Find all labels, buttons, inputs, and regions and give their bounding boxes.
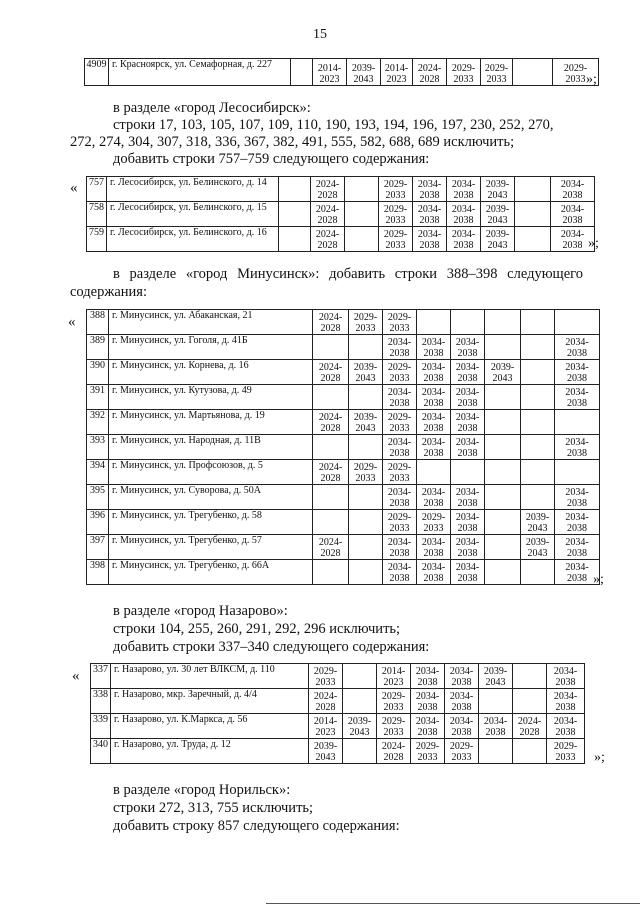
norilsk-heading: в разделе «город Норильск»:: [113, 782, 291, 798]
address-cell: г. Минусинск, ул. Корнева, д. 16: [109, 360, 313, 385]
year-range-cell: 2034- 2038: [383, 560, 417, 585]
year-range-cell: 2029- 2033: [547, 739, 585, 764]
row-number: 395: [87, 485, 109, 510]
year-range-cell: [485, 510, 521, 535]
year-range-cell: 2029- 2033: [309, 664, 343, 689]
row-number: 389: [87, 335, 109, 360]
year-range-cell: 2029- 2033: [349, 460, 383, 485]
year-range-cell: 2034- 2038: [417, 435, 451, 460]
closing-quote: »;: [593, 572, 604, 587]
table-row: [87, 310, 600, 335]
year-range-cell: 2029- 2033: [383, 360, 417, 385]
table-row: [87, 335, 600, 360]
address-cell: г. Лесосибирск, ул. Белинского, д. 15: [107, 202, 279, 227]
year-range-cell: 2034- 2038: [447, 227, 481, 252]
year-range-cell: 2034- 2038: [555, 435, 600, 460]
year-range-cell: 2024- 2028: [311, 227, 345, 252]
address-cell: г. Минусинск, ул. Кутузова, д. 49: [109, 385, 313, 410]
year-range-cell: 2014- 2023: [377, 664, 411, 689]
year-range-cell: 2039- 2043: [481, 177, 515, 202]
year-range-cell: 2034- 2038: [413, 177, 447, 202]
year-range-cell: [555, 460, 600, 485]
table-nazarovo: [90, 663, 585, 764]
year-range-cell: [515, 202, 551, 227]
year-range-cell: [343, 739, 377, 764]
year-range-cell: [279, 202, 311, 227]
year-range-cell: 2034- 2038: [445, 714, 479, 739]
year-range-cell: 2029- 2033: [379, 202, 413, 227]
address-cell: г. Красноярск, ул. Семафорная, д. 227: [109, 59, 291, 86]
year-range-cell: 2034- 2038: [445, 664, 479, 689]
year-range-cell: [513, 664, 547, 689]
year-range-cell: [291, 59, 313, 86]
address-cell: г. Минусинск, ул. Трегубенко, д. 58: [109, 510, 313, 535]
year-range-cell: 2034- 2038: [551, 177, 595, 202]
year-range-cell: [343, 689, 377, 714]
year-range-cell: 2024- 2028: [377, 739, 411, 764]
year-range-cell: [345, 177, 379, 202]
year-range-cell: 2014- 2023: [313, 59, 347, 86]
year-range-cell: [349, 560, 383, 585]
year-range-cell: 2034- 2038: [555, 335, 600, 360]
year-range-cell: [555, 310, 600, 335]
year-range-cell: 2034- 2038: [413, 202, 447, 227]
year-range-cell: 2029- 2033: [481, 59, 513, 86]
year-range-cell: 2034- 2038: [411, 714, 445, 739]
year-range-cell: 2024- 2028: [413, 59, 447, 86]
year-range-cell: 2034- 2038: [447, 202, 481, 227]
nazarovo-heading: в разделе «город Назарово»:: [113, 603, 288, 619]
year-range-cell: 2024- 2028: [313, 535, 349, 560]
year-range-cell: 2014- 2023: [309, 714, 343, 739]
year-range-cell: 2034- 2038: [417, 485, 451, 510]
year-range-cell: [349, 485, 383, 510]
year-range-cell: [479, 689, 513, 714]
year-range-cell: 2039- 2043: [347, 59, 381, 86]
page-bottom-rule: [266, 903, 640, 904]
year-range-cell: [313, 485, 349, 510]
year-range-cell: 2034- 2038: [451, 435, 485, 460]
year-range-cell: 2034- 2038: [547, 664, 585, 689]
address-cell: г. Минусинск, ул. Абаканская, 21: [109, 310, 313, 335]
year-range-cell: [343, 664, 377, 689]
nazarovo-add-line: добавить строки 337–340 следующего содержания:: [113, 639, 430, 655]
year-range-cell: 2034- 2038: [451, 510, 485, 535]
address-cell: г. Назарово, мкр. Заречный, д. 4/4: [111, 689, 309, 714]
year-range-cell: 2034- 2038: [555, 560, 600, 585]
lesosibirsk-remove-line1: строки 17, 103, 105, 107, 109, 110, 190, 193, 194, 196, 197, 230, 252, 270,: [113, 117, 554, 133]
year-range-cell: 2029- 2033: [379, 177, 413, 202]
closing-quote: »;: [594, 750, 605, 765]
year-range-cell: 2034- 2038: [555, 385, 600, 410]
year-range-cell: [521, 385, 555, 410]
year-range-cell: [521, 435, 555, 460]
year-range-cell: 2034- 2038: [451, 410, 485, 435]
year-range-cell: [521, 335, 555, 360]
year-range-cell: 2034- 2038: [451, 360, 485, 385]
year-range-cell: 2029- 2033: [417, 510, 451, 535]
minusinsk-heading-line2: содержания:: [70, 284, 148, 300]
year-range-cell: [513, 59, 553, 86]
address-cell: г. Минусинск, ул. Суворова, д. 50А: [109, 485, 313, 510]
year-range-cell: 2034- 2038: [451, 560, 485, 585]
year-range-cell: 2039- 2043: [521, 510, 555, 535]
row-number: 388: [87, 310, 109, 335]
table-row: [87, 202, 595, 227]
address-cell: г. Лесосибирск, ул. Белинского, д. 16: [107, 227, 279, 252]
year-range-cell: 2029- 2033: [383, 410, 417, 435]
table-lesosibirsk: [86, 176, 595, 252]
row-number: 391: [87, 385, 109, 410]
year-range-cell: [513, 689, 547, 714]
year-range-cell: 2029- 2033: [383, 510, 417, 535]
year-range-cell: [349, 335, 383, 360]
year-range-cell: 2034- 2038: [551, 227, 595, 252]
year-range-cell: 2039- 2043: [481, 227, 515, 252]
table-row: [85, 59, 599, 86]
year-range-cell: [451, 460, 485, 485]
year-range-cell: 2024- 2028: [513, 714, 547, 739]
year-range-cell: 2034- 2038: [447, 177, 481, 202]
year-range-cell: [485, 435, 521, 460]
row-number: 339: [91, 714, 111, 739]
year-range-cell: 2034- 2038: [551, 202, 595, 227]
year-range-cell: 2034- 2038: [547, 689, 585, 714]
year-range-cell: 2034- 2038: [383, 485, 417, 510]
year-range-cell: 2029- 2033: [379, 227, 413, 252]
lesosibirsk-remove-line2: 272, 274, 304, 307, 318, 336, 367, 382, 491, 555, 582, 688, 689 исключить;: [70, 134, 515, 150]
year-range-cell: [279, 227, 311, 252]
year-range-cell: 2024- 2028: [311, 177, 345, 202]
year-range-cell: 2034- 2038: [547, 714, 585, 739]
year-range-cell: 2039- 2043: [349, 360, 383, 385]
year-range-cell: 2034- 2038: [451, 335, 485, 360]
year-range-cell: 2029- 2033: [445, 739, 479, 764]
year-range-cell: 2039- 2043: [343, 714, 377, 739]
closing-quote: »;: [588, 236, 599, 251]
row-number: 398: [87, 560, 109, 585]
year-range-cell: 2034- 2038: [555, 485, 600, 510]
table-row: [91, 714, 585, 739]
row-number: 758: [87, 202, 107, 227]
table-row: [87, 510, 600, 535]
table-minusinsk: [86, 309, 600, 585]
year-range-cell: [479, 739, 513, 764]
year-range-cell: 2029- 2033: [377, 689, 411, 714]
year-range-cell: 2039- 2043: [521, 535, 555, 560]
year-range-cell: 2034- 2038: [417, 535, 451, 560]
year-range-cell: 2034- 2038: [555, 510, 600, 535]
table-row: [87, 560, 600, 585]
year-range-cell: [417, 310, 451, 335]
row-number: 394: [87, 460, 109, 485]
year-range-cell: [485, 310, 521, 335]
year-range-cell: 2039- 2043: [349, 410, 383, 435]
year-range-cell: 2034- 2038: [417, 335, 451, 360]
year-range-cell: [349, 385, 383, 410]
year-range-cell: 2029- 2033: [553, 59, 599, 86]
norilsk-add-line: добавить строку 857 следующего содержания:: [113, 818, 400, 834]
year-range-cell: [313, 385, 349, 410]
year-range-cell: [279, 177, 311, 202]
year-range-cell: 2034- 2038: [411, 664, 445, 689]
address-cell: г. Назарово, ул. 30 лет ВЛКСМ, д. 110: [111, 664, 309, 689]
table-row: [91, 689, 585, 714]
row-number: 4909: [85, 59, 109, 86]
year-range-cell: 2029- 2033: [447, 59, 481, 86]
year-range-cell: 2034- 2038: [383, 335, 417, 360]
year-range-cell: [417, 460, 451, 485]
table-row: [87, 460, 600, 485]
norilsk-remove-line: строки 272, 313, 755 исключить;: [113, 800, 314, 816]
address-cell: г. Лесосибирск, ул. Белинского, д. 14: [107, 177, 279, 202]
year-range-cell: [521, 360, 555, 385]
year-range-cell: [485, 485, 521, 510]
year-range-cell: [451, 310, 485, 335]
year-range-cell: 2014- 2023: [381, 59, 413, 86]
row-number: 390: [87, 360, 109, 385]
table-row: [87, 435, 600, 460]
table-row: [87, 360, 600, 385]
table-row: [87, 385, 600, 410]
address-cell: г. Минусинск, ул. Мартьянова, д. 19: [109, 410, 313, 435]
year-range-cell: 2034- 2038: [417, 385, 451, 410]
address-cell: г. Назарово, ул. К.Маркса, д. 56: [111, 714, 309, 739]
year-range-cell: 2029- 2033: [411, 739, 445, 764]
year-range-cell: [485, 535, 521, 560]
year-range-cell: 2034- 2038: [383, 535, 417, 560]
year-range-cell: [521, 560, 555, 585]
table-row: [87, 227, 595, 252]
year-range-cell: [349, 510, 383, 535]
year-range-cell: 2029- 2033: [383, 310, 417, 335]
row-number: 396: [87, 510, 109, 535]
year-range-cell: 2034- 2038: [555, 360, 600, 385]
year-range-cell: 2024- 2028: [311, 202, 345, 227]
year-range-cell: [313, 335, 349, 360]
year-range-cell: [485, 385, 521, 410]
year-range-cell: [485, 560, 521, 585]
year-range-cell: 2024- 2028: [313, 410, 349, 435]
year-range-cell: [515, 227, 551, 252]
year-range-cell: 2024- 2028: [309, 689, 343, 714]
year-range-cell: 2034- 2038: [383, 385, 417, 410]
year-range-cell: 2034- 2038: [451, 385, 485, 410]
year-range-cell: [313, 435, 349, 460]
row-number: 757: [87, 177, 107, 202]
address-cell: г. Минусинск, ул. Народная, д. 11В: [109, 435, 313, 460]
table-row: [87, 410, 600, 435]
year-range-cell: 2034- 2038: [451, 535, 485, 560]
nazarovo-remove-line: строки 104, 255, 260, 291, 292, 296 исключить;: [113, 621, 401, 637]
year-range-cell: 2034- 2038: [383, 435, 417, 460]
year-range-cell: 2034- 2038: [413, 227, 447, 252]
year-range-cell: 2034- 2038: [417, 360, 451, 385]
year-range-cell: [485, 335, 521, 360]
year-range-cell: [349, 435, 383, 460]
closing-quote: »;: [586, 72, 597, 87]
year-range-cell: 2029- 2033: [377, 714, 411, 739]
row-number: 397: [87, 535, 109, 560]
row-number: 338: [91, 689, 111, 714]
table-row: [87, 177, 595, 202]
year-range-cell: 2034- 2038: [411, 689, 445, 714]
year-range-cell: [521, 410, 555, 435]
opening-quote: «: [68, 314, 76, 330]
year-range-cell: 2039- 2043: [309, 739, 343, 764]
table-krasnoyarsk: [84, 58, 599, 86]
year-range-cell: [521, 310, 555, 335]
lesosibirsk-heading: в разделе «город Лесосибирск»:: [113, 100, 311, 116]
year-range-cell: 2039- 2043: [479, 664, 513, 689]
year-range-cell: 2029- 2033: [383, 460, 417, 485]
year-range-cell: 2034- 2038: [451, 485, 485, 510]
row-number: 337: [91, 664, 111, 689]
row-number: 393: [87, 435, 109, 460]
year-range-cell: [485, 460, 521, 485]
year-range-cell: [313, 510, 349, 535]
year-range-cell: 2039- 2043: [481, 202, 515, 227]
row-number: 759: [87, 227, 107, 252]
year-range-cell: 2034- 2038: [479, 714, 513, 739]
year-range-cell: 2024- 2028: [313, 310, 349, 335]
year-range-cell: 2034- 2038: [445, 689, 479, 714]
year-range-cell: [521, 460, 555, 485]
year-range-cell: 2024- 2028: [313, 460, 349, 485]
year-range-cell: [555, 410, 600, 435]
year-range-cell: 2039- 2043: [485, 360, 521, 385]
table-row: [87, 485, 600, 510]
year-range-cell: 2034- 2038: [417, 560, 451, 585]
table-row: [91, 664, 585, 689]
address-cell: г. Минусинск, ул. Профсоюзов, д. 5: [109, 460, 313, 485]
year-range-cell: 2034- 2038: [555, 535, 600, 560]
year-range-cell: [521, 485, 555, 510]
address-cell: г. Минусинск, ул. Трегубенко, д. 57: [109, 535, 313, 560]
page-number: 15: [313, 27, 327, 42]
year-range-cell: [313, 560, 349, 585]
year-range-cell: [345, 202, 379, 227]
year-range-cell: [345, 227, 379, 252]
address-cell: г. Назарово, ул. Труда, д. 12: [111, 739, 309, 764]
year-range-cell: 2029- 2033: [349, 310, 383, 335]
opening-quote: «: [70, 180, 78, 196]
row-number: 340: [91, 739, 111, 764]
year-range-cell: 2034- 2038: [417, 410, 451, 435]
address-cell: г. Минусинск, ул. Гоголя, д. 41Б: [109, 335, 313, 360]
lesosibirsk-add-line: добавить строки 757–759 следующего содержания:: [113, 151, 430, 167]
table-row: [91, 739, 585, 764]
year-range-cell: [349, 535, 383, 560]
opening-quote: «: [72, 668, 80, 684]
row-number: 392: [87, 410, 109, 435]
year-range-cell: [513, 739, 547, 764]
address-cell: г. Минусинск, ул. Трегубенко, д. 66А: [109, 560, 313, 585]
minusinsk-heading-line1: в разделе «город Минусинск»: добавить строки 388–398 следующего: [113, 266, 583, 282]
table-row: [87, 535, 600, 560]
year-range-cell: 2024- 2028: [313, 360, 349, 385]
year-range-cell: [485, 410, 521, 435]
year-range-cell: [515, 177, 551, 202]
